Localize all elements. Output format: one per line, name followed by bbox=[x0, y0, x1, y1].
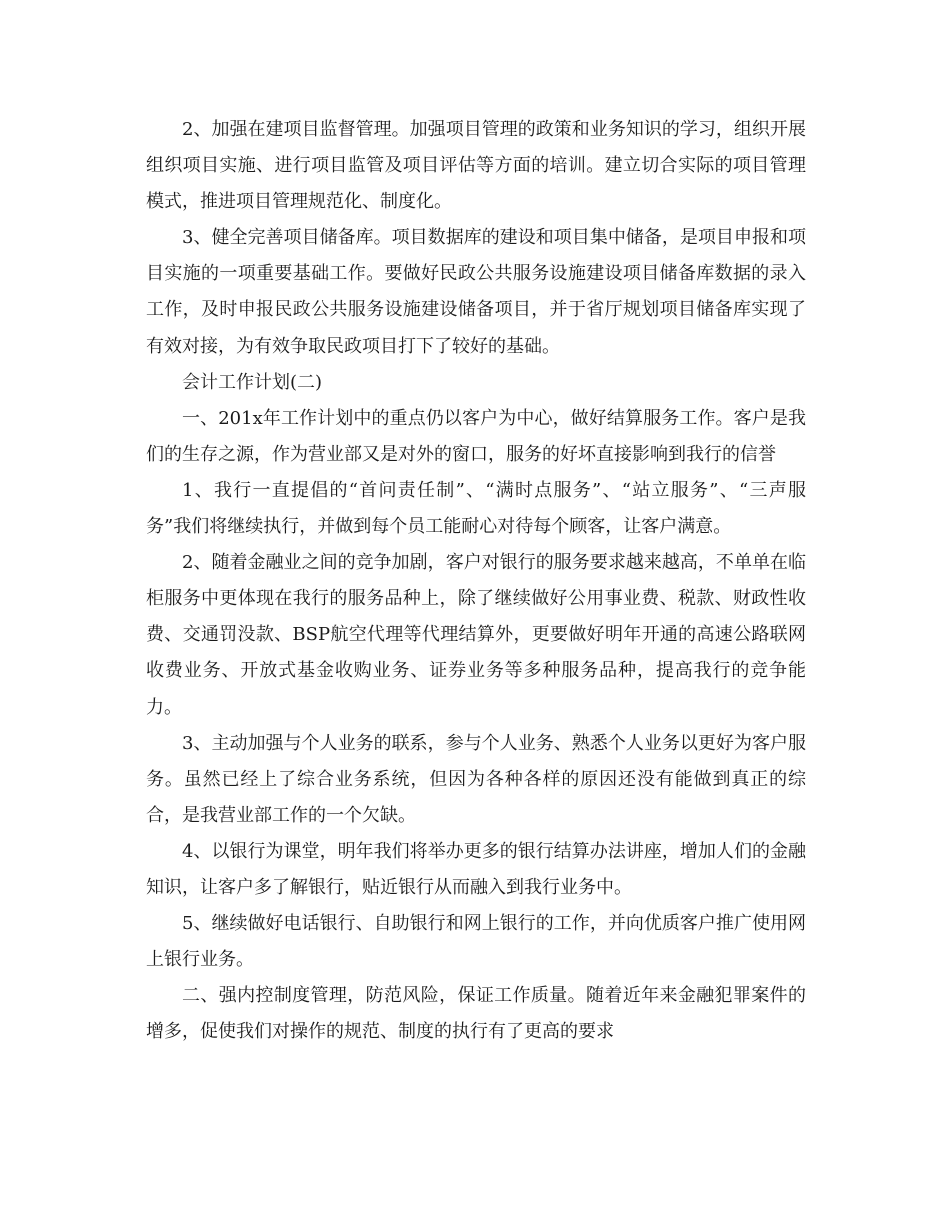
paragraph-internal-control: 二、强内控制度管理，防范风险，保证工作质量。随着近年来金融犯罪案件的增多，促使我们对操作的规范、制度的执行有了更高的要求 bbox=[146, 985, 806, 1043]
document-body bbox=[146, 112, 806, 1050]
paragraph-competition: 2、随着金融业之间的竞争加剧，客户对银行的服务要求越来越高，不单单在临柜服务中更体现在我行的服务品种上，除了继续做好公用事业费、税款、财政性收费、交通罚没款、BSP航空代理等代理结算外，更要做好明年开通的高速公路联网收费业务、开放式基金收购业务、证券业务等多种服务品种，提高我行的竞争能力。 bbox=[146, 552, 806, 718]
paragraph-online-banking: 5、继续做好电话银行、自助银行和网上银行的工作，并向优质客户推广使用网上银行业务。 bbox=[146, 913, 806, 971]
paragraph-service-system: 1、我行一直提倡的“首问责任制”、“满时点服务”、“站立服务”、“三声服务”我们将继续执行，并做到每个员工能耐心对待每个顾客，让客户满意。 bbox=[146, 479, 806, 538]
paragraph-project-reserve: 3、健全完善项目储备库。项目数据库的建设和项目集中储备，是项目申报和项目实施的一项重要基础工作。要做好民政公共服务设施建设项目储备库数据的录入工作，及时申报民政公共服务设施建设储备项目，并于省厅规划项目储备库实现了有效对接，为有效争取民政项目打下了较好的基础。 bbox=[146, 227, 806, 357]
paragraph-bank-classroom: 4、以银行为课堂，明年我们将举办更多的银行结算办法讲座，增加人们的金融知识，让客户多了解银行，贴近银行从而融入到我行业务中。 bbox=[146, 840, 806, 898]
section-heading-accounting-plan: 会计工作计划(二) bbox=[182, 371, 323, 393]
paragraph-customer-centered: 一、201x年工作计划中的重点仍以客户为中心，做好结算服务工作。客户是我们的生存之源，作为营业部又是对外的窗口，服务的好坏直接影响到我行的信誉 bbox=[146, 407, 806, 465]
paragraph-project-supervision: 2、加强在建项目监督管理。加强项目管理的政策和业务知识的学习，组织开展组织项目实施、进行项目监管及项目评估等方面的培训。建立切合实际的项目管理模式，推进项目管理规范化、制度化。 bbox=[146, 119, 806, 213]
paragraph-personal-business: 3、主动加强与个人业务的联系，参与个人业务、熟悉个人业务以更好为客户服务。虽然已经上了综合业务系统，但因为各种各样的原因还没有能做到真正的综合，是我营业部工作的一个欠缺。 bbox=[146, 732, 806, 826]
